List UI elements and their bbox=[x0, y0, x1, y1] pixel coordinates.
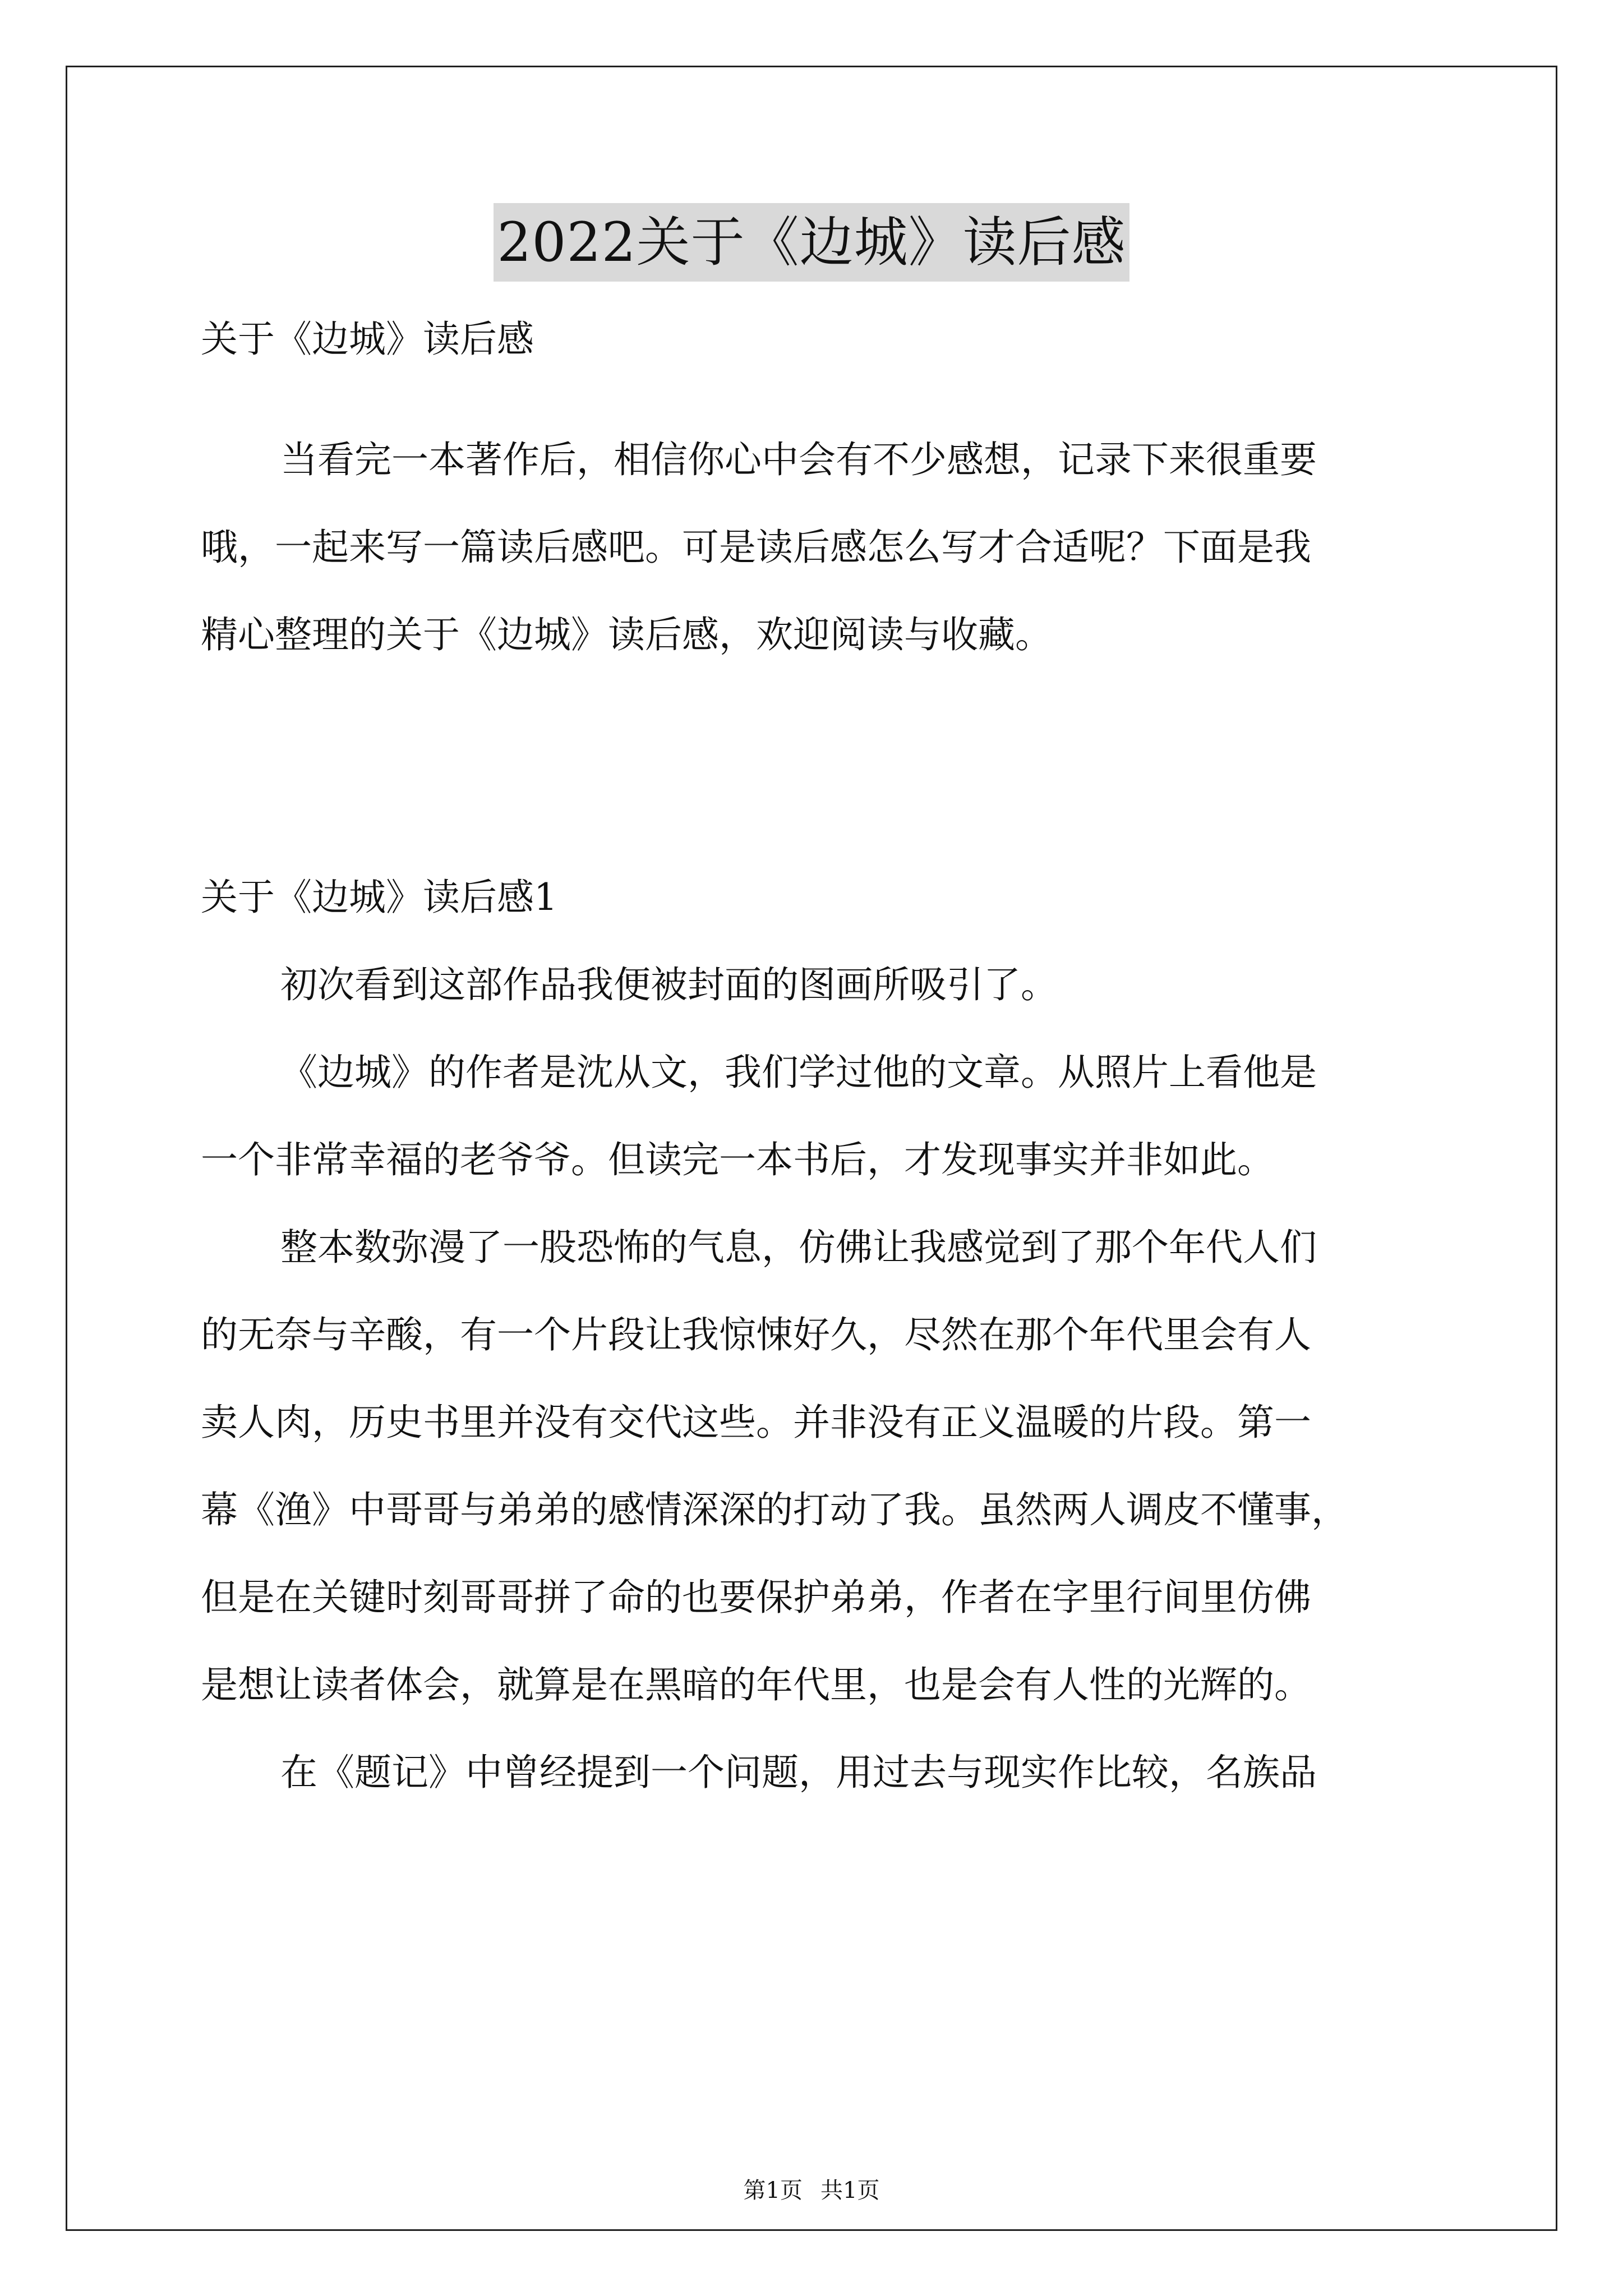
page-footer bbox=[0, 2177, 1623, 2205]
paragraph-line: 初次看到这部作品我便被封面的图画所吸引了。 bbox=[280, 963, 1058, 1006]
paragraph-line: 整本数弥漫了一股恐怖的气息，仿佛让我感觉到了那个年代人们 bbox=[280, 1226, 1317, 1269]
paragraph-line: 《边城》的作者是沈从文，我们学过他的文章。从照片上看他是 bbox=[280, 1051, 1317, 1094]
title-block bbox=[0, 203, 1623, 282]
section-heading: 关于《边城》读后感 bbox=[201, 318, 534, 361]
paragraph-line: 一个非常幸福的老爷爷。但读完一本书后，才发现事实并非如此。 bbox=[201, 1138, 1274, 1181]
document-title: 2022关于《边城》读后感 bbox=[494, 203, 1129, 282]
paragraph-line: 当看完一本著作后，相信你心中会有不少感想，记录下来很重要 bbox=[280, 438, 1317, 481]
paragraph-line: 是想让读者体会，就算是在黑暗的年代里，也是会有人性的光辉的。 bbox=[201, 1663, 1311, 1706]
page-total: 共1页 bbox=[820, 2178, 880, 2203]
paragraph-line: 卖人肉，历史书里并没有交代这些。并非没有正义温暖的片段。第一 bbox=[201, 1401, 1311, 1444]
paragraph-line: 在《题记》中曾经提到一个问题，用过去与现实作比较，名族品 bbox=[280, 1751, 1317, 1794]
paragraph-line: 哦，一起来写一篇读后感吧。可是读后感怎么写才合适呢？下面是我 bbox=[201, 526, 1311, 569]
paragraph-line: 精心整理的关于《边城》读后感，欢迎阅读与收藏。 bbox=[201, 613, 1052, 656]
paragraph-line: 幕《渔》中哥哥与弟弟的感情深深的打动了我。虽然两人调皮不懂事， bbox=[201, 1488, 1348, 1531]
section-heading: 关于《边城》读后感1 bbox=[201, 876, 557, 919]
paragraph-line: 的无奈与辛酸，有一个片段让我惊悚好久，尽然在那个年代里会有人 bbox=[201, 1313, 1311, 1356]
page-number: 第1页 bbox=[743, 2178, 803, 2203]
paragraph-line: 但是在关键时刻哥哥拼了命的也要保护弟弟，作者在字里行间里仿佛 bbox=[201, 1576, 1311, 1619]
